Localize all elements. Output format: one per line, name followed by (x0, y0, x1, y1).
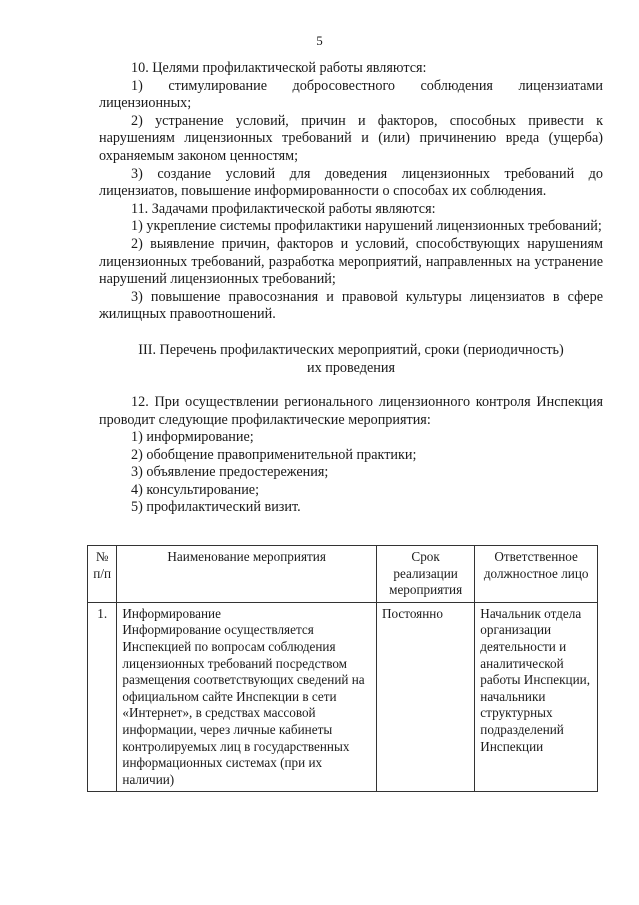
measure-item: 1) информирование; (131, 429, 254, 446)
row-term: Постоянно (376, 602, 474, 792)
measure-item: 2) обобщение правоприменительной практики; (131, 446, 417, 463)
goal-item-2: 2) устранение условий, причин и факторов, способных привести к нарушениям лицензионных требований и (или) причинению вреда (ущерба) охраняемым законом ценностям; (99, 112, 603, 164)
document-body (99, 60, 603, 517)
table-header-row (88, 546, 598, 603)
row-responsible: Начальник отдела организации деятельности и аналитической работы Инспекции, начальники структурных подразделений Инспекции (475, 602, 598, 792)
table-row (88, 602, 598, 792)
paragraph-12: 12. При осуществлении регионального лицензионного контроля Инспекция проводит следующие профилактические мероприятия: (99, 393, 603, 428)
section-heading (99, 341, 603, 377)
section-heading-line-2: их проведения (307, 359, 395, 376)
measure-item: 5) профилактический визит. (131, 499, 301, 516)
header-responsible: Ответственное должностное лицо (475, 546, 598, 603)
row-name-cell (117, 602, 377, 792)
row-description: Информирование осуществляется Инспекцией по вопросам соблюдения лицензионных требований посредством размещения соответствующих сведений на официальном сайте Инспекции в сети «Интернет», в средствах массовой информации, через личные кабинеты контролируемых лиц в государственных информационных системах (при их наличии) (122, 622, 365, 787)
goal-item-1: 1) стимулирование добросовестного соблюдения лицензиатами лицензионных; (99, 77, 603, 112)
section-heading-line-1: III. Перечень профилактических мероприятий, сроки (периодичность) (138, 341, 564, 358)
measure-item: 4) консультирование; (131, 481, 260, 498)
task-item-3: 3) повышение правосознания и правовой культуры лицензиатов в сфере жилищных правоотношений. (99, 288, 603, 323)
measures-list (99, 429, 603, 517)
paragraph-10: 10. Целями профилактической работы являются: (131, 60, 427, 76)
header-term: Срок реализации мероприятия (376, 546, 474, 603)
measure-item: 3) объявление предостережения; (131, 464, 329, 481)
row-num: 1. (88, 602, 117, 792)
goal-item-3: 3) создание условий для доведения лицензионных требований до лицензиатов, повышение информированности о способах их соблюдения. (99, 165, 603, 200)
task-item-1: 1) укрепление системы профилактики нарушений лицензионных требований; (131, 218, 602, 235)
page-number: 5 (316, 33, 323, 48)
measures-table (87, 545, 598, 792)
task-item-2: 2) выявление причин, факторов и условий, способствующих нарушениям лицензионных требований, разработка мероприятий, направленных на устранение нарушений лицензионных требований; (99, 235, 603, 288)
paragraph-11: 11. Задачами профилактической работы являются: (131, 200, 436, 217)
header-num: № п/п (88, 546, 117, 603)
row-title: Информирование (122, 605, 221, 621)
header-name: Наименование мероприятия (117, 546, 377, 603)
